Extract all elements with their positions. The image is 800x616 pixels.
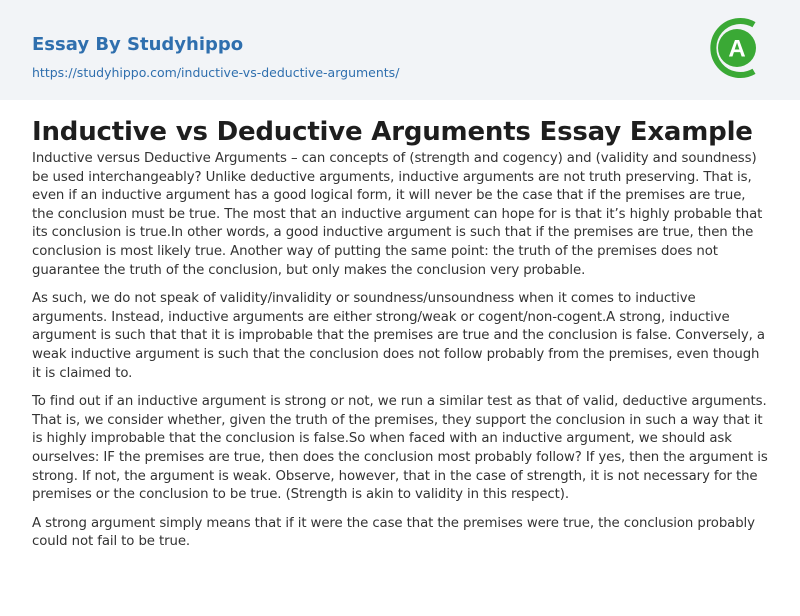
article-paragraph: A strong argument simply means that if it were the case that the premises were true, the conclusion probably could not fail to be true.: [32, 515, 755, 550]
page-title: Inductive vs Deductive Arguments Essay Example: [32, 117, 753, 147]
article-paragraph: To find out if an inductive argument is strong or not, we run a similar test as that of valid, deductive arguments. That is, we consider whether, given the truth of the premises, they support the conclusion in such a way that it is highly improbable that the conclusion is false.So when faced with an inductive argument, we should ask ourselves: IF the premises are true, then does the conclusion most probably follow? If yes, then the argument is strong. If not, the argument is weak. Observe, however, that in the case of strength, it is not necessary for the premises or the conclusion to be true. (Strength is akin to validity in this respect).: [32, 394, 768, 503]
article-paragraph: As such, we do not speak of validity/invalidity or soundness/unsoundness when it comes to inductive arguments. Instead, inductive arguments are either strong/weak or cogent/non-cogent.A strong, inductive argument is such that that it is improbable that the premises are true and the conclusion is false. Conversely, a weak inductive argument is such that the conclusion does not follow probably from the premises, even though it is claimed to.: [32, 291, 765, 381]
site-brand[interactable]: Essay By Studyhippo: [32, 34, 244, 55]
source-url-link[interactable]: https://studyhippo.com/inductive-vs-deductive-arguments/: [32, 65, 400, 80]
site-header: [0, 0, 800, 100]
studyhippo-logo-icon[interactable]: [702, 13, 772, 83]
article: [0, 118, 800, 552]
article-paragraph: Inductive versus Deductive Arguments – can concepts of (strength and cogency) and (validity and soundness) be used interchangeably? Unlike deductive arguments, inductive arguments are not truth preserving. That is, even if an inductive argument has a good logical form, it will never be the case that if the premises are true, the conclusion must be true. The most that an inductive argument can hope for is that it’s highly probable that its conclusion is true.In other words, a good inductive argument is such that if the premises are true, then the conclusion is most likely true. Another way of putting the same point: the truth of the premises does not guarantee the truth of the conclusion, but only makes the conclusion very probable.: [32, 151, 763, 278]
logo-letter: A: [728, 35, 746, 63]
